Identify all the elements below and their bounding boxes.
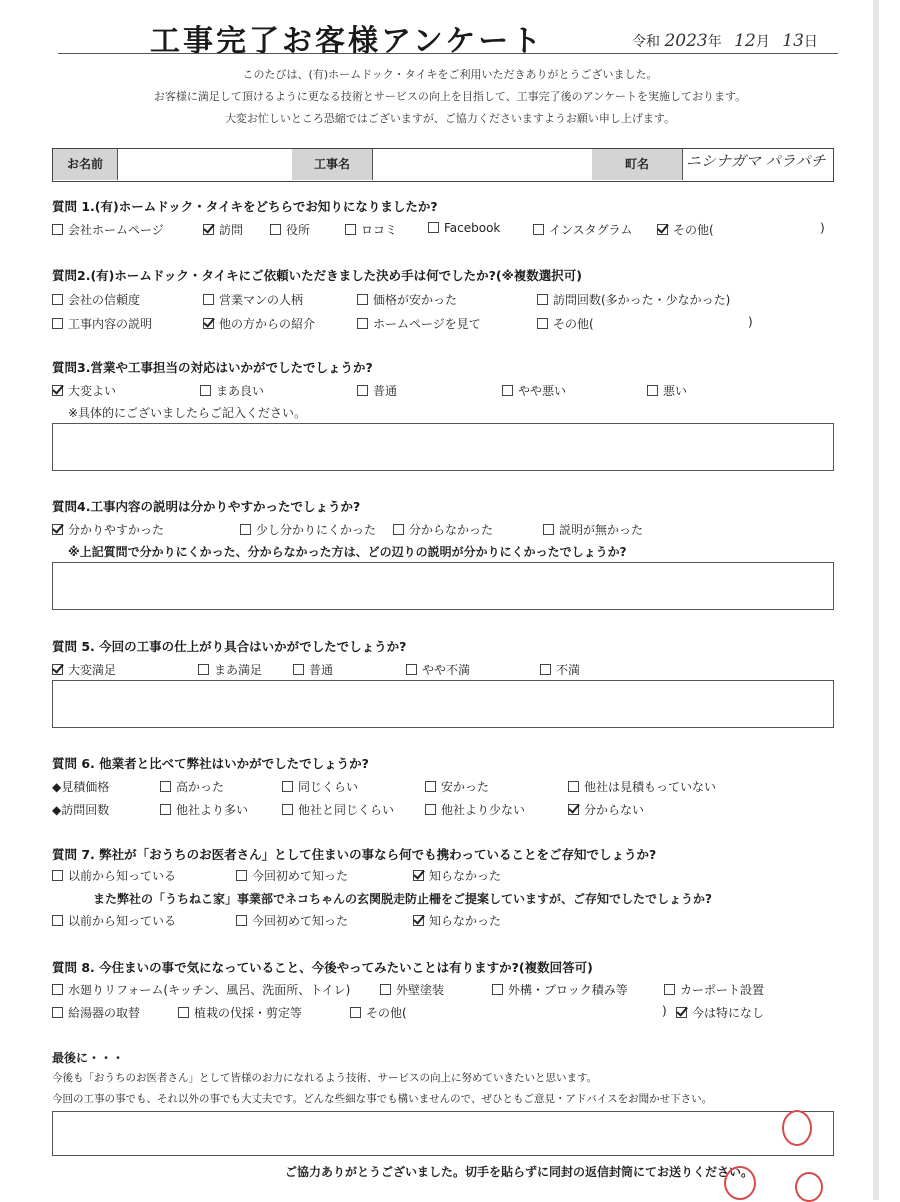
q2-option[interactable]: 他の方からの紹介 (203, 315, 315, 332)
closing-footer: ご協力ありがとうございました。切手を貼らずに同封の返信封筒にてお送りください。 (285, 1165, 754, 1179)
q6-row2-label: ◆訪問回数 (52, 803, 110, 817)
q4-question: 質問4.工事内容の説明は分かりやすかったでしょうか? (52, 499, 361, 514)
q2-option[interactable]: 会社の信頼度 (52, 291, 140, 308)
date-era: 令和 (632, 34, 660, 50)
q1-option[interactable]: 訪問 (203, 221, 243, 238)
q2-option[interactable]: 工事内容の説明 (52, 315, 152, 332)
date-month: 12 (734, 31, 756, 51)
q3-option[interactable]: やや悪い (502, 382, 566, 399)
q1-option[interactable]: ロコミ (345, 221, 397, 238)
seal-stamp (795, 1172, 823, 1202)
intro-line-1: このたびは、(有)ホームドック・タイキをご利用いただきありがとうございました。 (242, 68, 658, 81)
q3-option[interactable]: 普通 (357, 382, 397, 399)
q1-option-other[interactable]: その他( (657, 221, 714, 238)
date-field[interactable] (632, 31, 818, 51)
project-label: 工事名 (292, 149, 372, 180)
q5-option[interactable]: 大変満足 (52, 661, 116, 678)
date-month-unit: 月 (755, 34, 770, 50)
q4-option[interactable]: 分からなかった (393, 521, 493, 538)
page-edge-shadow (873, 0, 879, 1200)
q6-price-option[interactable]: 同じくらい (282, 778, 358, 795)
q7-sub-question: また弊社の「うちねこ家」事業部でネコちゃんの玄関脱走防止柵をご提案していますが、ご存知でしたでしょうか? (93, 892, 712, 906)
q6-question: 質問 6. 他業者と比べて弊社はいかがでしたでしょうか? (52, 756, 369, 771)
q1-question: 質問 1.(有)ホームドック・タイキをどちらでお知りになりましたか? (52, 199, 438, 214)
q1-option[interactable]: 会社ホームページ (52, 221, 164, 238)
name-field[interactable] (117, 149, 292, 180)
q2-question: 質問2.(有)ホームドック・タイキにご依頼いただきました決め手は何でしたか?(※複数選択可) (52, 268, 582, 283)
q1-option[interactable]: Facebook (428, 221, 500, 235)
q7-option-b[interactable]: 知らなかった (413, 912, 501, 929)
q6-price-option[interactable]: 高かった (160, 778, 224, 795)
q5-comment-box[interactable] (52, 680, 834, 728)
q2-option[interactable]: 訪問回数(多かった・少なかった) (537, 291, 730, 308)
q7-option-a[interactable]: 今回初めて知った (236, 867, 348, 884)
closing-line-1: 今後も「おうちのお医者さん」として皆様のお力になれるよう技術、サービスの向上に努めていきたいと思います。 (52, 1072, 598, 1084)
q2-option[interactable]: ホームページを見て (357, 315, 481, 332)
q5-option[interactable]: 普通 (293, 661, 333, 678)
q6-price-option[interactable]: 安かった (425, 778, 489, 795)
title-rule (58, 53, 838, 54)
q2-other-close: ) (748, 315, 753, 329)
q7-option-a[interactable]: 知らなかった (413, 867, 501, 884)
q6-price-option[interactable]: 他社は見積もっていない (568, 778, 716, 795)
date-year-unit: 年 (707, 34, 722, 50)
q6-visit-option[interactable]: 他社より少ない (425, 801, 525, 818)
q3-option[interactable]: 悪い (647, 382, 687, 399)
intro-line-3: 大変お忙しいところ恐縮ではございますが、ご協力くださいますようお願い申し上げます。 (224, 112, 676, 125)
date-day: 13 (782, 31, 804, 51)
q6-visit-option[interactable]: 他社より多い (160, 801, 248, 818)
q3-note: ※具体的にございましたらご記入ください。 (68, 406, 307, 420)
q3-comment-box[interactable] (52, 423, 834, 471)
q6-visit-option[interactable]: 他社と同じくらい (282, 801, 394, 818)
q3-option[interactable]: まあ良い (200, 382, 264, 399)
q8-option[interactable]: 給湯器の取替 (52, 1004, 140, 1021)
q8-option[interactable]: 外構・ブロック積み等 (492, 981, 628, 998)
q8-option[interactable]: 水廻りリフォーム(キッチン、風呂、洗面所、トイレ) (52, 981, 350, 998)
date-year: 2023 (664, 31, 708, 51)
intro-line-2: お客様に満足して頂けるように更なる技術とサービスの向上を目指して、工事完了後のアンケートを実施しております。 (153, 90, 747, 103)
closing-line-2: 今回の工事の事でも、それ以外の事でも大丈夫です。どんな些細な事でも構いませんので、ぜひともご意見・アドバイスをお聞かせ下さい。 (52, 1093, 713, 1105)
q6-row1-label: ◆見積価格 (52, 780, 110, 794)
q3-option[interactable]: 大変よい (52, 382, 116, 399)
q2-option[interactable]: 営業マンの人柄 (203, 291, 303, 308)
q8-option-other[interactable]: その他( (350, 1004, 407, 1021)
q5-option[interactable]: まあ満足 (198, 661, 262, 678)
q8-option[interactable]: 外壁塗装 (380, 981, 444, 998)
q8-question: 質問 8. 今住まいの事で気になっていること、今後やってみたいことは有りますか?(複数回答可) (52, 960, 593, 975)
q2-option-other[interactable]: その他( (537, 315, 594, 332)
q8-option[interactable]: 植栽の伐採・剪定等 (178, 1004, 302, 1021)
town-label: 町名 (592, 149, 682, 180)
q1-other-close: ) (820, 221, 825, 235)
q4-option[interactable]: 少し分かりにくかった (240, 521, 376, 538)
q5-option[interactable]: 不満 (540, 661, 580, 678)
q4-option[interactable]: 説明が無かった (543, 521, 643, 538)
q4-note: ※上記質問で分かりにくかった、分からなかった方は、どの辺りの説明が分かりにくかったでしょうか? (68, 545, 627, 559)
seal-stamp (782, 1110, 812, 1146)
date-day-unit: 日 (803, 34, 818, 50)
q5-option[interactable]: やや不満 (406, 661, 470, 678)
closing-comment-box[interactable] (52, 1111, 834, 1156)
town-value[interactable]: ニシナガマ パラパチ (686, 152, 826, 170)
q7-option-a[interactable]: 以前から知っている (52, 867, 176, 884)
q8-option[interactable]: カーポート設置 (664, 981, 764, 998)
q4-comment-box[interactable] (52, 562, 834, 610)
q7-option-b[interactable]: 以前から知っている (52, 912, 176, 929)
project-field[interactable] (372, 149, 592, 180)
q7-question: 質問 7. 弊社が「おうちのお医者さん」として住まいの事なら何でも携わっていることをご存知でしょうか? (52, 847, 657, 862)
name-label: お名前 (53, 149, 117, 180)
page-title: 工事完了お客様アンケート (150, 24, 545, 59)
q2-option[interactable]: 価格が安かった (357, 291, 457, 308)
q1-option[interactable]: 役所 (270, 221, 310, 238)
seal-stamp (724, 1166, 756, 1200)
q6-visit-option[interactable]: 分からない (568, 801, 644, 818)
closing-heading: 最後に・・・ (52, 1051, 125, 1065)
q7-option-b[interactable]: 今回初めて知った (236, 912, 348, 929)
q8-option-none[interactable]: 今は特になし (676, 1004, 764, 1021)
q3-question: 質問3.営業や工事担当の対応はいかがでしたでしょうか? (52, 360, 373, 375)
separator (682, 149, 683, 180)
q8-other-close: ) (662, 1004, 667, 1018)
q4-option[interactable]: 分かりやすかった (52, 521, 164, 538)
q1-option[interactable]: インスタグラム (533, 221, 633, 238)
q5-question: 質問 5. 今回の工事の仕上がり具合はいかがでしたでしょうか? (52, 639, 407, 654)
